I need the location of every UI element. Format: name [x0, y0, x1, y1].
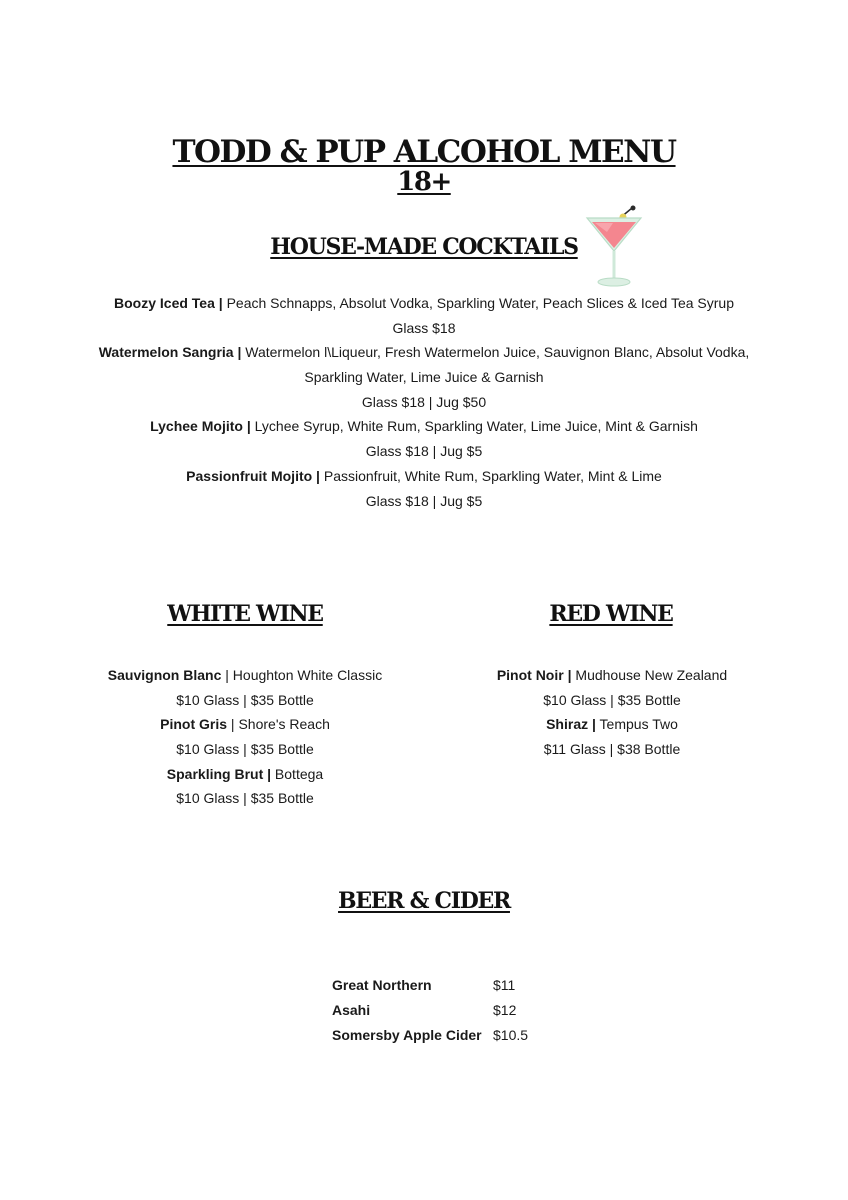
item-name: Sparkling Brut | — [166, 765, 272, 782]
list-item — [0, 340, 848, 365]
item-description: Passionfruit, White Rum, Sparkling Water, Mint & Lime — [319, 467, 662, 484]
red-wine-heading: RED WINE — [549, 601, 673, 627]
item-name: Passionfruit Mojito | — [186, 467, 320, 484]
list-item — [462, 712, 762, 737]
item-name: Asahi — [332, 1002, 371, 1019]
item-name: Great Northern — [332, 977, 432, 994]
item-price: $10 Glass | $35 Bottle — [176, 691, 314, 708]
item-description: Mudhouse New Zealand — [571, 667, 728, 683]
beer-cider-heading: BEER & CIDER — [338, 888, 510, 914]
list-item — [95, 712, 395, 737]
item-description: | Houghton White Classic — [221, 667, 383, 683]
item-price: Glass $18 | Jug $5 — [365, 492, 483, 509]
cocktail-glass-icon — [583, 205, 645, 287]
item-price: $10 Glass | $35 Bottle — [543, 691, 681, 708]
item-price: $11 — [493, 977, 516, 994]
white-wine-heading: WHITE WINE — [167, 601, 323, 627]
item-description: Lychee Syrup, White Rum, Sparkling Water, Lime Juice, Mint & Garnish — [250, 418, 698, 435]
item-price: $11 Glass | $38 Bottle — [543, 741, 681, 758]
item-description: | Shore's Reach — [227, 716, 330, 733]
table-row — [332, 1022, 528, 1047]
table-row — [332, 998, 528, 1023]
item-description-continued: Sparkling Water, Lime Juice & Garnish — [304, 369, 544, 386]
beer-cider-table — [332, 973, 528, 1047]
table-row — [332, 973, 528, 998]
age-restriction: 18+ — [397, 167, 451, 197]
white-wine-list — [95, 663, 395, 811]
red-wine-list — [462, 663, 762, 762]
item-description: Tempus Two — [595, 716, 678, 733]
item-description: Peach Schnapps, Absolut Vodka, Sparkling Water, Peach Slices & Iced Tea Syrup — [222, 295, 734, 311]
list-item — [0, 414, 848, 439]
list-item — [0, 291, 848, 316]
item-price: $10 Glass | $35 Bottle — [176, 790, 314, 807]
list-item — [462, 663, 762, 688]
item-name: Shiraz | — [546, 716, 596, 733]
menu-title: TODD & PUP ALCOHOL MENU — [172, 134, 676, 170]
list-item — [95, 762, 395, 787]
list-item — [0, 464, 848, 489]
item-price: $10 Glass | $35 Bottle — [176, 741, 314, 758]
item-price: Glass $18 | Jug $50 — [361, 393, 487, 410]
item-name: Watermelon Sangria | — [98, 344, 242, 361]
cocktails-heading: HOUSE-MADE COCKTAILS — [270, 234, 578, 260]
item-name: Lychee Mojito | — [150, 418, 251, 435]
list-item — [95, 663, 395, 688]
item-description: Watermelon l\Liqueur, Fresh Watermelon Juice, Sauvignon Blanc, Absolut Vodka, — [241, 344, 750, 361]
item-description: Bottega — [271, 765, 324, 782]
item-price: Glass $18 — [392, 319, 456, 336]
item-name: Sauvignon Blanc — [107, 667, 222, 683]
cocktail-list — [0, 291, 848, 513]
item-name: Pinot Noir | — [496, 667, 572, 683]
item-name: Pinot Gris — [160, 716, 228, 733]
item-price: $10.5 — [493, 1026, 529, 1043]
item-price: Glass $18 | Jug $5 — [365, 443, 483, 460]
item-price: $12 — [493, 1002, 517, 1019]
item-name: Somersby Apple Cider — [332, 1026, 482, 1043]
item-name: Boozy Iced Tea | — [114, 295, 223, 311]
